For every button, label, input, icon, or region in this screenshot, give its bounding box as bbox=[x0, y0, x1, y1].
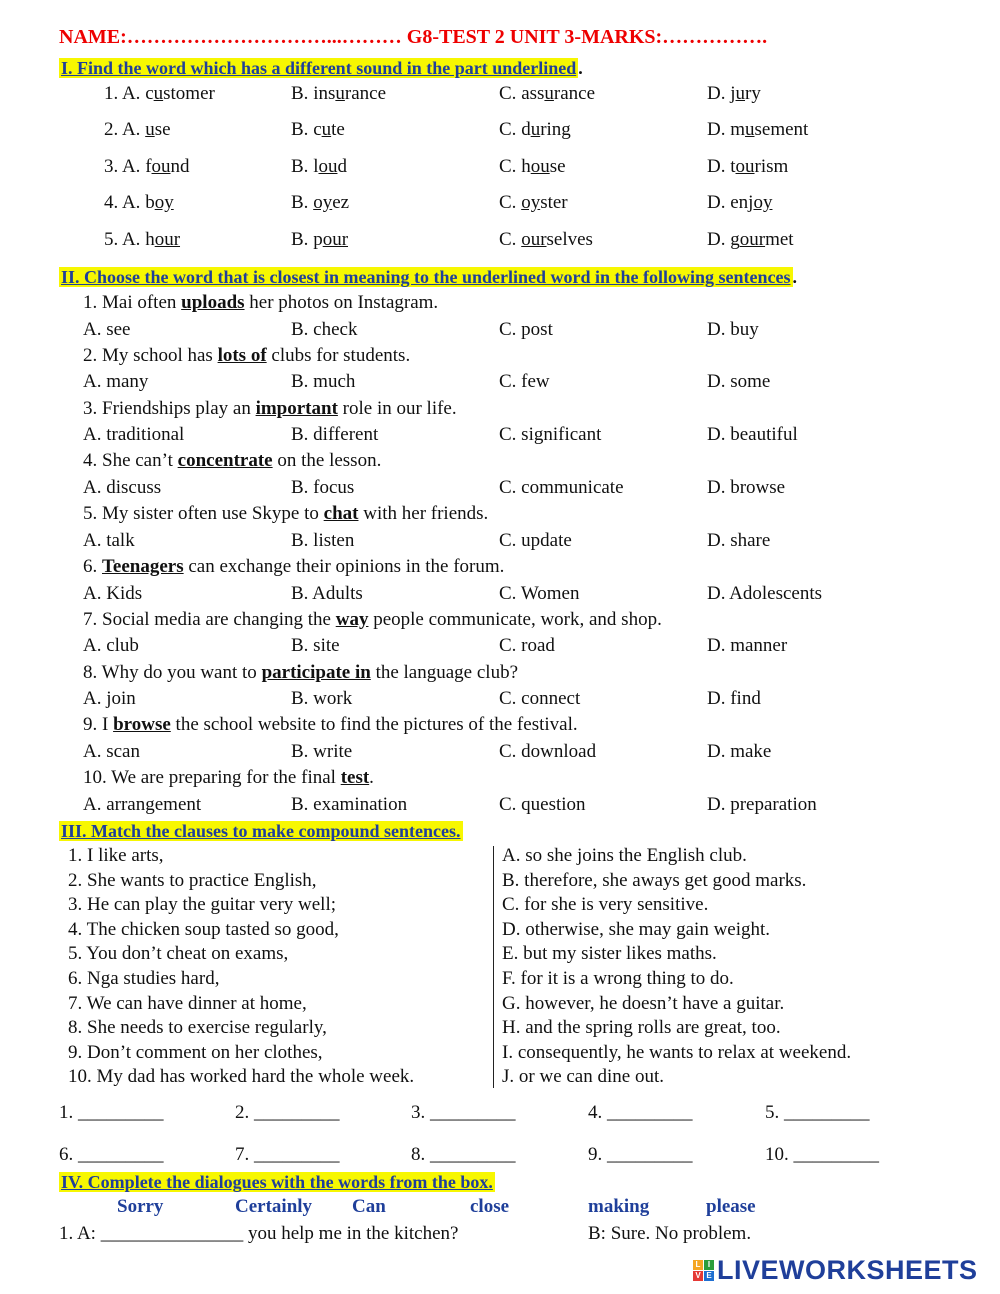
clause-left: 8. She needs to exercise regularly, bbox=[68, 1017, 327, 1039]
answer-option[interactable]: A. join bbox=[83, 688, 136, 710]
underlined-part: u bbox=[153, 83, 164, 104]
box-word: please bbox=[706, 1196, 756, 1217]
option-word: boy bbox=[145, 192, 174, 213]
worksheet-header: NAME:…………………………...……… G8-TEST 2 UNIT 3-MARKS:……………. bbox=[59, 26, 768, 48]
section-3-title: III. Match the clauses to make compound sentences. bbox=[61, 821, 461, 841]
clause-left: 3. He can play the guitar very well; bbox=[68, 894, 337, 916]
clause-right: I. consequently, he wants to relax at weekend. bbox=[502, 1041, 852, 1063]
answer-option[interactable]: D. preparation bbox=[707, 793, 817, 815]
option-a[interactable]: 2. A. use bbox=[104, 119, 171, 140]
underlined-part: oy bbox=[521, 192, 541, 213]
section-4-title: IV. Complete the dialogues with the words from the box. bbox=[61, 1172, 493, 1192]
option-d[interactable]: D. tourism bbox=[707, 156, 789, 177]
option-word: ourselves bbox=[521, 229, 593, 250]
question-sentence: 8. Why do you want to participate in the language club? bbox=[83, 661, 518, 683]
answer-option[interactable]: A. traditional bbox=[83, 424, 185, 446]
section-2-title: II. Choose the word that is closest in meaning to the underlined word in the following sentences bbox=[61, 267, 791, 287]
option-word: oyez bbox=[313, 192, 350, 213]
clause-left: 5. You don’t cheat on exams, bbox=[68, 943, 289, 965]
underlined-part: our bbox=[154, 229, 181, 250]
option-word: hour bbox=[145, 229, 181, 250]
answer-option[interactable]: D. manner bbox=[707, 635, 788, 657]
keyword: important bbox=[255, 397, 338, 419]
clause-right: H. and the spring rolls are great, too. bbox=[502, 1017, 781, 1039]
match-divider bbox=[493, 846, 494, 1088]
liveworksheets-logo[interactable] bbox=[693, 1256, 978, 1284]
option-word: found bbox=[145, 156, 190, 177]
underlined-part: ou bbox=[735, 156, 755, 177]
option-d[interactable]: D. gourmet bbox=[707, 229, 794, 250]
logo-square: E bbox=[704, 1271, 714, 1281]
answer-blank[interactable]: 7. _________ bbox=[235, 1144, 340, 1165]
keyword: way bbox=[335, 608, 369, 630]
question-sentence: 3. Friendships play an important role in our life. bbox=[83, 397, 457, 419]
underlined-part: ou bbox=[530, 156, 550, 177]
keyword: concentrate bbox=[177, 450, 273, 472]
logo-icon bbox=[693, 1260, 714, 1281]
option-c[interactable]: C. ourselves bbox=[499, 229, 593, 250]
clause-right: J. or we can dine out. bbox=[502, 1066, 664, 1088]
answer-blank[interactable]: 1. _________ bbox=[59, 1102, 164, 1123]
underlined-part: u bbox=[145, 119, 155, 140]
option-a[interactable]: 3. A. found bbox=[104, 156, 190, 177]
answer-option[interactable]: C. question bbox=[499, 793, 586, 815]
clause-right: F. for it is a wrong thing to do. bbox=[502, 968, 734, 989]
option-word: cute bbox=[313, 119, 345, 140]
answer-option[interactable]: A. arrangement bbox=[83, 793, 202, 815]
question-sentence: 2. My school has lots of clubs for students. bbox=[83, 344, 411, 366]
answer-option[interactable]: B. much bbox=[291, 371, 356, 393]
keyword: browse bbox=[113, 714, 171, 736]
answer-option[interactable]: A. Kids bbox=[83, 582, 143, 604]
box-word: Sorry bbox=[117, 1196, 164, 1217]
section-4-heading bbox=[59, 1170, 495, 1194]
answer-option[interactable]: D. find bbox=[707, 688, 761, 710]
underlined-part: u bbox=[735, 83, 746, 104]
answer-option[interactable]: B. examination bbox=[291, 793, 408, 815]
answer-option[interactable]: D. Adolescents bbox=[707, 582, 823, 604]
answer-blank[interactable]: 3. _________ bbox=[411, 1102, 516, 1123]
answer-option[interactable]: D. some bbox=[707, 371, 771, 393]
answer-option[interactable]: A. talk bbox=[83, 529, 135, 551]
underlined-part: our bbox=[322, 229, 349, 250]
underlined-part: u bbox=[321, 119, 332, 140]
answer-option[interactable]: B. site bbox=[291, 635, 340, 657]
question-sentence: 1. Mai often uploads her photos on Instagram. bbox=[83, 292, 439, 313]
underlined-part: our bbox=[521, 229, 547, 250]
option-b[interactable]: B. insurance bbox=[291, 83, 387, 104]
keyword: lots of bbox=[217, 344, 267, 366]
clause-left: 6. Nga studies hard, bbox=[68, 968, 220, 989]
section-1-title: I. Find the word which has a different sound in the part underlined bbox=[61, 58, 577, 78]
answer-option[interactable]: C. road bbox=[499, 635, 555, 657]
keyword: chat bbox=[323, 503, 359, 525]
clause-right: B. therefore, she aways get good marks. bbox=[502, 869, 807, 891]
option-b[interactable]: B. oyez bbox=[291, 192, 350, 213]
logo-square: L bbox=[693, 1260, 703, 1270]
logo-text: LIVEWORKSHEETS bbox=[717, 1254, 978, 1285]
answer-option[interactable]: B. work bbox=[291, 688, 353, 710]
option-word: enjoy bbox=[730, 192, 773, 213]
option-word: use bbox=[145, 119, 171, 140]
answer-option[interactable]: D. beautiful bbox=[707, 424, 798, 446]
option-c[interactable]: C. assurance bbox=[499, 83, 596, 104]
clause-right: G. however, he doesn’t have a guitar. bbox=[502, 992, 785, 1014]
underlined-part: ou bbox=[318, 156, 338, 177]
option-a[interactable]: 4. A. boy bbox=[104, 192, 174, 213]
clause-left: 2. She wants to practice English, bbox=[68, 869, 317, 891]
option-word: tourism bbox=[730, 156, 789, 177]
answer-option[interactable]: A. see bbox=[83, 318, 131, 340]
clause-left: 9. Don’t comment on her clothes, bbox=[68, 1041, 323, 1063]
underlined-part: u bbox=[335, 83, 345, 104]
answer-option[interactable]: A. club bbox=[83, 635, 139, 657]
answer-option[interactable]: C. connect bbox=[499, 688, 581, 710]
option-word: pour bbox=[313, 229, 349, 250]
option-word: musement bbox=[730, 119, 809, 140]
option-word: customer bbox=[145, 83, 215, 104]
option-word: insurance bbox=[313, 83, 387, 104]
option-word: house bbox=[521, 156, 566, 177]
answer-option[interactable]: C. post bbox=[499, 318, 553, 340]
box-word: close bbox=[470, 1196, 510, 1217]
clause-left: 4. The chicken soup tasted so good, bbox=[68, 918, 339, 940]
underlined-part: oy bbox=[154, 192, 174, 213]
logo-square: V bbox=[693, 1271, 703, 1281]
underlined-part: oy bbox=[753, 192, 773, 213]
answer-option[interactable]: C. communicate bbox=[499, 476, 624, 498]
clause-left: 10. My dad has worked hard the whole week. bbox=[68, 1066, 415, 1088]
clause-right: D. otherwise, she may gain weight. bbox=[502, 918, 771, 940]
clause-right: E. but my sister likes maths. bbox=[502, 943, 717, 965]
clause-right: A. so she joins the English club. bbox=[502, 845, 747, 866]
option-word: assurance bbox=[521, 83, 596, 104]
option-a[interactable]: 5. A. hour bbox=[104, 229, 181, 250]
answer-blank[interactable]: 8. _________ bbox=[411, 1144, 516, 1165]
answer-option[interactable]: B. check bbox=[291, 318, 358, 340]
box-word: making bbox=[588, 1196, 650, 1217]
answer-blank[interactable]: 4. _________ bbox=[588, 1102, 693, 1123]
answer-option[interactable]: D. share bbox=[707, 529, 771, 551]
section-2-heading: II. Choose the word that is closest in meaning to the underlined word in the following sentences . bbox=[61, 267, 798, 287]
keyword: test bbox=[340, 767, 370, 789]
dialogue-1-line-b: B: Sure. No problem. bbox=[588, 1223, 752, 1244]
answer-option[interactable]: C. update bbox=[499, 529, 572, 551]
option-d[interactable]: D. jury bbox=[707, 83, 761, 104]
keyword: uploads bbox=[181, 292, 245, 313]
clause-right: C. for she is very sensitive. bbox=[502, 894, 709, 916]
option-b[interactable]: B. cute bbox=[291, 119, 345, 140]
answer-option[interactable]: B. focus bbox=[291, 476, 355, 498]
answer-blank[interactable]: 6. _________ bbox=[59, 1144, 164, 1165]
answer-option[interactable]: A. scan bbox=[83, 740, 140, 762]
question-sentence: 10. We are preparing for the final test. bbox=[83, 767, 374, 789]
answer-option[interactable]: D. browse bbox=[707, 476, 786, 498]
answer-blank[interactable]: 2. _________ bbox=[235, 1102, 340, 1123]
answer-option[interactable]: B. write bbox=[291, 740, 353, 762]
answer-blank[interactable]: 5. _________ bbox=[765, 1102, 870, 1123]
logo-square: I bbox=[704, 1260, 714, 1270]
answer-option[interactable]: A. discuss bbox=[83, 476, 162, 498]
option-word: oyster bbox=[521, 192, 568, 213]
option-b[interactable]: B. pour bbox=[291, 229, 349, 250]
option-b[interactable]: B. loud bbox=[291, 156, 347, 177]
clause-left: 7. We can have dinner at home, bbox=[68, 992, 307, 1014]
underlined-part: u bbox=[530, 119, 541, 140]
answer-option[interactable]: A. many bbox=[83, 371, 149, 393]
section-1-heading: I. Find the word which has a different sound in the part underlined . bbox=[61, 58, 583, 78]
question-sentence: 7. Social media are changing the way people communicate, work, and shop. bbox=[83, 608, 662, 630]
option-word: during bbox=[521, 119, 571, 140]
question-sentence: 4. She can’t concentrate on the lesson. bbox=[83, 450, 382, 472]
answer-option[interactable]: C. Women bbox=[499, 582, 580, 604]
answer-blank[interactable]: 10. _________ bbox=[765, 1144, 879, 1165]
underlined-part: u bbox=[745, 119, 755, 140]
answer-option[interactable]: B. Adults bbox=[291, 582, 363, 604]
box-word: Certainly bbox=[235, 1196, 313, 1217]
underlined-part: oy bbox=[313, 192, 333, 213]
underlined-part: ou bbox=[151, 156, 171, 177]
clause-left: 1. I like arts, bbox=[68, 845, 164, 866]
answer-option[interactable]: B. different bbox=[291, 424, 379, 446]
box-word: Can bbox=[352, 1196, 386, 1217]
option-c[interactable]: C. during bbox=[499, 119, 571, 140]
question-sentence: 5. My sister often use Skype to chat with her friends. bbox=[83, 503, 489, 525]
answer-option[interactable]: D. make bbox=[707, 740, 772, 762]
question-sentence: 9. I browse the school website to find the pictures of the festival. bbox=[83, 714, 578, 736]
option-word: jury bbox=[730, 83, 761, 104]
dialogue-1-line-a[interactable]: 1. A: _______________ you help me in the kitchen? bbox=[59, 1223, 459, 1244]
answer-option[interactable]: D. buy bbox=[707, 318, 759, 340]
option-d[interactable]: D. enjoy bbox=[707, 192, 773, 213]
answer-option[interactable]: B. listen bbox=[291, 529, 355, 551]
question-sentence: 6. Teenagers can exchange their opinions in the forum. bbox=[83, 556, 505, 577]
section-3-heading bbox=[59, 819, 463, 843]
underlined-part: u bbox=[544, 83, 554, 104]
option-c[interactable]: C. house bbox=[499, 156, 566, 177]
answer-option[interactable]: C. few bbox=[499, 371, 550, 393]
option-a[interactable]: 1. A. customer bbox=[104, 83, 215, 104]
option-word: loud bbox=[313, 156, 347, 177]
option-word: gourmet bbox=[730, 229, 794, 250]
answer-blank[interactable]: 9. _________ bbox=[588, 1144, 693, 1165]
option-c[interactable]: C. oyster bbox=[499, 192, 568, 213]
underlined-part: our bbox=[739, 229, 766, 250]
keyword: participate in bbox=[261, 661, 371, 683]
answer-option[interactable]: C. download bbox=[499, 740, 597, 762]
keyword: Teenagers bbox=[102, 556, 184, 577]
option-d[interactable]: D. musement bbox=[707, 119, 809, 140]
answer-option[interactable]: C. significant bbox=[499, 424, 602, 446]
